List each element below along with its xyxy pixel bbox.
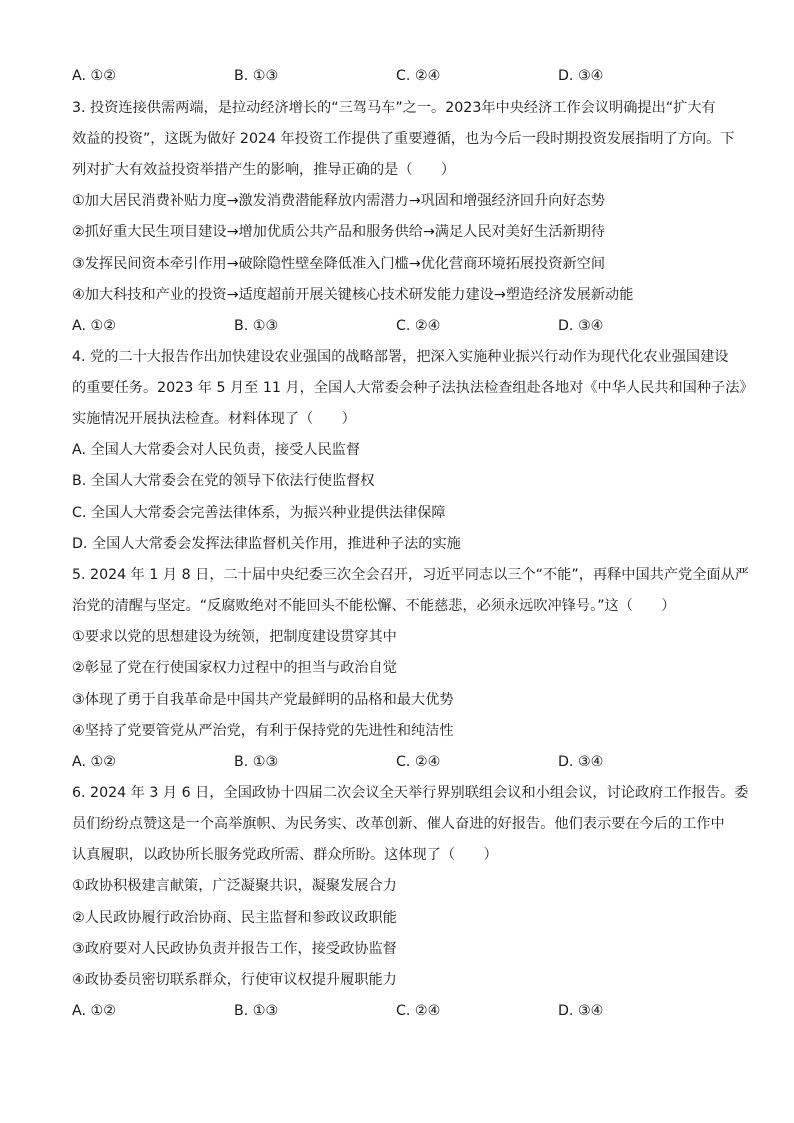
q4-choice: C. 全国人大常委会完善法律体系，为振兴种业提供法律保障 bbox=[72, 505, 446, 521]
q6-stem-line: 6. 2024 年 3 月 6 日，全国政协十四届二次会议全天举行界别联组会议和小组会议，讨论政府工作报告。委 bbox=[72, 785, 749, 801]
q4-choice: D. 全国人大常委会发挥法律监督机关作用，推进种子法的实施 bbox=[72, 536, 461, 552]
q3-item: ①加大居民消费补贴力度→激发消费潜能释放内需潜力→巩固和增强经济回升向好态势 bbox=[72, 193, 606, 209]
q3-stem-line: 效益的投资”，这既为做好 2024 年投资工作提供了重要遵循，也为今后一段时期投资发展指明了方向。下 bbox=[72, 131, 735, 147]
option-b: B. ①③ bbox=[234, 318, 279, 334]
options-row-q6 bbox=[72, 1001, 732, 1021]
option-c: C. ②④ bbox=[396, 1003, 441, 1019]
q5-item: ②彰显了党在行使国家权力过程中的担当与政治自觉 bbox=[72, 660, 397, 676]
q6-item: ③政府要对人民政协负责并报告工作，接受政协监督 bbox=[72, 941, 397, 957]
option-c: C. ②④ bbox=[396, 318, 441, 334]
q4-choice: B. 全国人大常委会在党的领导下依法行使监督权 bbox=[72, 473, 375, 489]
q6-item: ④政协委员密切联系群众，行使审议权提升履职能力 bbox=[72, 972, 397, 988]
option-b: B. ①③ bbox=[234, 68, 279, 84]
q3-item: ②抓好重大民生项目建设→增加优质公共产品和服务供给→满足人民对美好生活新期待 bbox=[72, 224, 606, 240]
q5-stem-line: 治党的清醒与坚定。“反腐败绝对不能回头不能松懈、不能慈悲，必须永远吹冲锋号。”这（ ） bbox=[72, 598, 676, 614]
q3-stem-line: 3. 投资连接供需两端，是拉动经济增长的“三驾马车”之一。2023年中央经济工作会议明确提出“扩大有 bbox=[72, 100, 716, 116]
option-a: A. ①② bbox=[72, 1003, 116, 1019]
option-d: D. ③④ bbox=[558, 68, 604, 84]
q4-choice: A. 全国人大常委会对人民负责，接受人民监督 bbox=[72, 442, 361, 458]
q5-stem-line: 5. 2024 年 1 月 8 日，二十届中央纪委三次全会召开，习近平同志以三个“不能”，再释中国共产党全面从严 bbox=[72, 567, 749, 583]
option-d: D. ③④ bbox=[558, 754, 604, 770]
options-row-q3 bbox=[72, 316, 732, 336]
q4-stem-line: 实施情况开展执法检查。材料体现了（ ） bbox=[72, 411, 356, 427]
q5-item: ③体现了勇于自我革命是中国共产党最鲜明的品格和最大优势 bbox=[72, 692, 454, 708]
q6-stem-line: 认真履职，以政协所长服务党政所需、群众所盼。这体现了（ ） bbox=[72, 847, 498, 863]
q3-item: ③发挥民间资本牵引作用→破除隐性壁垒降低准入门槛→优化营商环境拓展投资新空间 bbox=[72, 256, 606, 272]
q4-stem-line: 4. 党的二十大报告作出加快建设农业强国的战略部署，把深入实施种业振兴行动作为现代化农业强国建设 bbox=[72, 349, 729, 365]
options-row-q5 bbox=[72, 752, 732, 772]
options-row-q2 bbox=[72, 66, 732, 86]
q3-item: ④加大科技和产业的投资→适度超前开展关键核心技术研发能力建设→塑造经济发展新动能 bbox=[72, 287, 634, 303]
option-a: A. ①② bbox=[72, 754, 116, 770]
q6-stem-line: 员们纷纷点赞这是一个高举旗帜、为民务实、改革创新、催人奋进的好报告。他们表示要在今后的工作中 bbox=[72, 816, 725, 832]
q4-stem-line: 的重要任务。2023 年 5 月至 11 月，全国人大常委会种子法执法检查组赴各地对《中华人民共和国种子法》 bbox=[72, 380, 754, 396]
option-d: D. ③④ bbox=[558, 318, 604, 334]
option-a: A. ①② bbox=[72, 318, 116, 334]
q5-item: ①要求以党的思想建设为统领，把制度建设贯穿其中 bbox=[72, 629, 397, 645]
q5-item: ④坚持了党要管党从严治党，有利于保持党的先进性和纯洁性 bbox=[72, 723, 454, 739]
q6-item: ②人民政协履行政治协商、民主监督和参政议政职能 bbox=[72, 910, 397, 926]
option-d: D. ③④ bbox=[558, 1003, 604, 1019]
option-c: C. ②④ bbox=[396, 68, 441, 84]
option-a: A. ①② bbox=[72, 68, 116, 84]
option-c: C. ②④ bbox=[396, 754, 441, 770]
option-b: B. ①③ bbox=[234, 1003, 279, 1019]
option-b: B. ①③ bbox=[234, 754, 279, 770]
q6-item: ①政协积极建言献策，广泛凝聚共识，凝聚发展合力 bbox=[72, 878, 397, 894]
q3-stem-line: 列对扩大有效益投资举措产生的影响，推导正确的是（ ） bbox=[72, 162, 456, 178]
